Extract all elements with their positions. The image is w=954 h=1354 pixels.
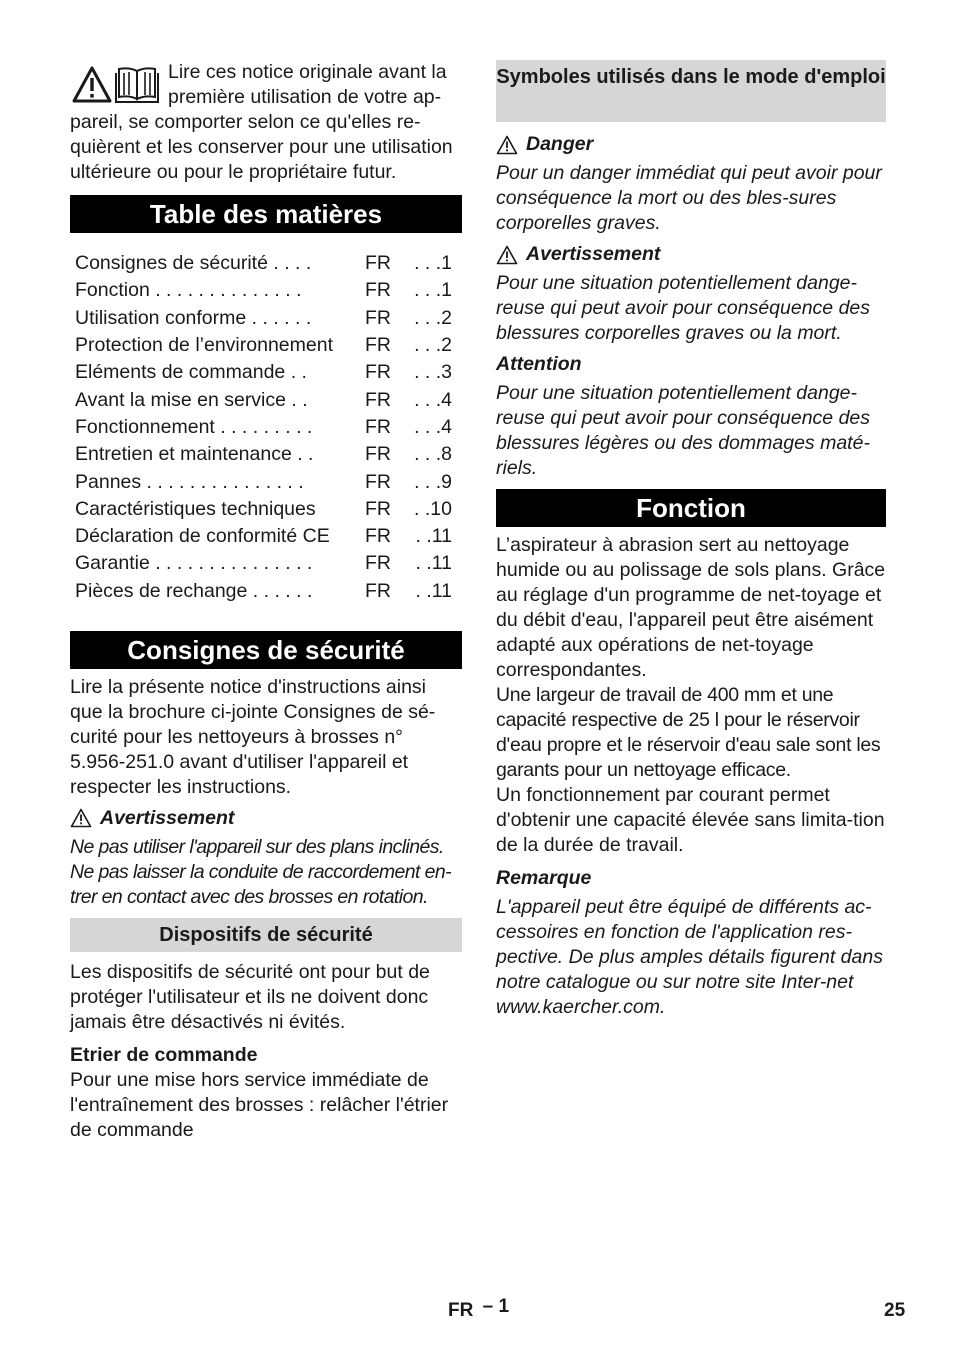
function-heading: Fonction [496, 489, 886, 527]
control-bail-text: Pour une mise hors service immédiate de l'entraînement des brosses : relâcher l'étrier de commande [70, 1068, 449, 1141]
toc-entry-title: Protection de l’environnement [75, 334, 333, 357]
toc-entry-lang: FR [365, 388, 391, 411]
toc-entry-page: . . .1 [414, 252, 452, 275]
attention-label [496, 352, 886, 377]
toc-entry-lang: FR [365, 497, 391, 520]
toc-entry-lang: FR [365, 415, 391, 438]
toc-entry-page: . .11 [415, 579, 452, 602]
danger-label-text: Danger [526, 133, 594, 155]
toc-entry [70, 359, 462, 386]
safety-warning-text: Ne pas utiliser l'appareil sur des plans inclinés. Ne pas laisser la conduite de raccordement en-trer en contact avec des brosses en rotation. [70, 835, 452, 908]
safety-devices-heading: Dispositifs de sécurité [70, 918, 462, 952]
toc-entry [70, 414, 462, 441]
toc-entry-lang: FR [365, 525, 391, 548]
toc-entry-page: . .10 [414, 497, 452, 520]
safety-warning-label-text: Avertissement [100, 806, 235, 829]
toc-entry-title: Déclaration de conformité CE [75, 525, 330, 548]
toc-entry [70, 305, 462, 332]
toc-entry-lang: FR [365, 334, 391, 357]
warning-triangle-icon [496, 135, 518, 155]
danger-label [496, 132, 886, 157]
function-paragraph-2: Une largeur de travail de 400 mm et une capacité respective de 25 l pour le réservoir d'eau propre et le réservoir d'eau sale sont les garants pour un nettoyage efficace. [496, 684, 881, 781]
intro-text: Lire ces notice originale avant la première utilisation de votre ap-pareil, se comporter selon ce qu'elles re-quièrent et les conserver pour une utilisation ultérieure ou pour le propriétaire futur. [70, 61, 453, 183]
toc-entry-lang: FR [365, 279, 391, 302]
symbols-heading: Symboles utilisés dans le mode d'emploi [496, 60, 886, 122]
footer-page-number: 25 [884, 1300, 906, 1321]
warning-label-text: Avertissement [526, 243, 661, 265]
toc-entry-title: Utilisation conforme . . . . . . [75, 306, 312, 329]
warning-triangle-icon [72, 66, 112, 104]
toc-entry [70, 332, 462, 359]
left-column [70, 60, 462, 1143]
toc-entry-lang: FR [365, 470, 391, 493]
toc-entry-page: . .11 [415, 525, 452, 548]
toc-entry-title: Entretien et maintenance . . [75, 443, 314, 466]
toc-entry-title: Garantie . . . . . . . . . . . . . . . [75, 552, 313, 575]
safety-text: Lire la présente notice d'instructions ainsi que la brochure ci-jointe Consignes de sé-curité pour les nettoyeurs à brosses n° 5.956-251.0 avant d'utiliser l'appareil et respecter les instructions. [70, 675, 436, 798]
toc-entry [70, 523, 462, 550]
toc-entry [70, 277, 462, 304]
toc-entry-title: Pièces de rechange . . . . . . [75, 579, 313, 602]
toc-entry [70, 468, 462, 495]
warning-text: Pour une situation potentiellement dange-reuse qui peut avoir pour conséquence des blessures corporelles graves ou la mort. [496, 272, 871, 344]
toc-entry-page: . . .1 [414, 279, 452, 302]
footer-section-page: – 1 [482, 1296, 510, 1317]
toc-entry-title: Fonctionnement . . . . . . . . . [75, 415, 313, 438]
safety-devices-text: Les dispositifs de sécurité ont pour but de protéger l'utilisateur et ils ne doivent donc jamais être désactivés ni évités. [70, 960, 430, 1033]
toc-entry-lang: FR [365, 443, 391, 466]
toc-entry [70, 578, 462, 605]
toc-entry-page: . .11 [415, 552, 452, 575]
footer-section-code: FR [448, 1300, 474, 1321]
toc-entry-lang: FR [365, 579, 391, 602]
warning-triangle-icon [70, 808, 92, 828]
safety-heading: Consignes de sécurité [70, 631, 462, 669]
function-paragraph-1: L’aspirateur à abrasion sert au nettoyage humide ou au polissage de sols plans. Grâce au réglage d'un programme de net-toyage et du débit d'eau, l'appareil peut être aisément adapté aux opérations de net-toyage correspondantes. [496, 534, 886, 681]
toc-entry-page: . . .4 [414, 415, 452, 438]
attention-label-text: Attention [496, 353, 582, 375]
safety-warning-label [70, 806, 462, 831]
warning-label [496, 242, 886, 267]
toc-heading: Table des matières [70, 195, 462, 233]
note-label [496, 866, 886, 891]
toc-entry-page: . . .9 [414, 470, 452, 493]
danger-text: Pour un danger immédiat qui peut avoir pour conséquence la mort ou des bles-sures corporelles graves. [496, 162, 882, 234]
toc-entry [70, 550, 462, 577]
note-label-text: Remarque [496, 867, 592, 889]
function-paragraph-3: Un fonctionnement par courant permet d'obtenir une capacité élevée sans limita-tion de la durée de travail. [496, 784, 885, 856]
toc-entry-page: . . .3 [414, 361, 452, 384]
toc-entry-page: . . .8 [414, 443, 452, 466]
toc-entry [70, 496, 462, 523]
footer-section [448, 1298, 509, 1323]
toc-entry-lang: FR [365, 361, 391, 384]
toc-entry [70, 250, 462, 277]
toc-entry-page: . . .2 [414, 334, 452, 357]
control-bail-heading: Etrier de commande [70, 1043, 258, 1066]
toc-entry [70, 386, 462, 413]
intro-icons [70, 64, 162, 108]
toc-entry-title: Fonction . . . . . . . . . . . . . . [75, 279, 302, 302]
toc-entry-lang: FR [365, 252, 391, 275]
toc-entry-page: . . .2 [414, 306, 452, 329]
note-text: L'appareil peut être équipé de différents ac-cessoires en fonction de l'application res-pective. De plus amples détails figurent dans notre catalogue ou sur notre site Inter-net www.kaercher.com. [496, 896, 883, 1018]
toc-entry-lang: FR [365, 306, 391, 329]
attention-text: Pour une situation potentiellement dange-reuse qui peut avoir pour conséquence des blessures légères ou des dommages maté-riels. [496, 382, 871, 479]
toc-entry-page: . . .4 [414, 388, 452, 411]
right-column [496, 60, 886, 1020]
toc-entry-title: Pannes . . . . . . . . . . . . . . . [75, 470, 304, 493]
toc-entry-title: Avant la mise en service . . [75, 388, 308, 411]
intro-block [70, 60, 462, 185]
toc-entry-title: Caractéristiques techniques [75, 497, 316, 520]
toc-entry-title: Eléments de commande . . [75, 361, 307, 384]
toc-entry-lang: FR [365, 552, 391, 575]
toc-table [70, 250, 462, 605]
toc-entry-title: Consignes de sécurité . . . . [75, 252, 312, 275]
toc-entry [70, 441, 462, 468]
warning-triangle-icon [496, 245, 518, 265]
manual-book-icon [114, 65, 160, 105]
